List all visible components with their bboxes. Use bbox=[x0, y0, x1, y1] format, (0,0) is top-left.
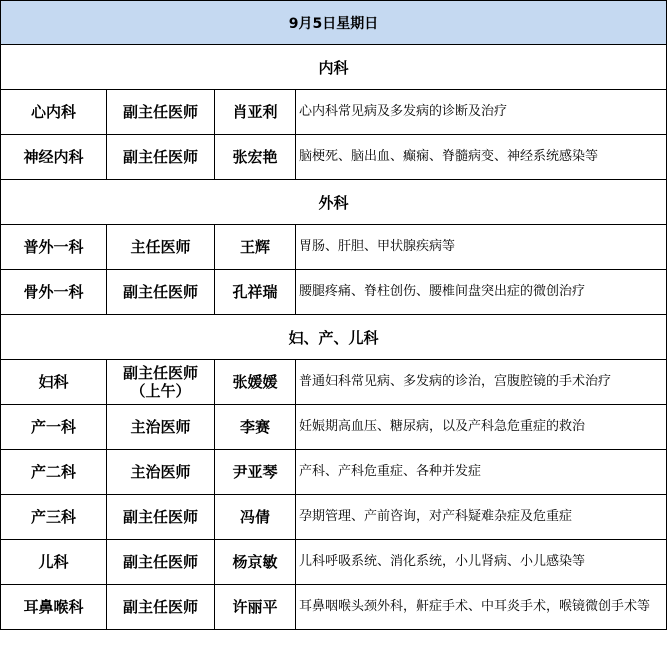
doctor-name-cell: 王辉 bbox=[215, 225, 296, 270]
doctor-row bbox=[1, 90, 667, 135]
specialty-cell: 儿科呼吸系统、消化系统，小儿肾病、小儿感染等 bbox=[296, 540, 667, 585]
rank-cell bbox=[107, 90, 215, 135]
doctor-name-cell: 张宏艳 bbox=[215, 135, 296, 180]
section-header-row bbox=[1, 45, 667, 90]
specialty-cell: 普通妇科常见病、多发病的诊治，宫腹腔镜的手术治疗 bbox=[296, 360, 667, 405]
rank-label: 主治医师 bbox=[130, 463, 191, 481]
specialty-cell: 产科、产科危重症、各种并发症 bbox=[296, 450, 667, 495]
rank-cell bbox=[107, 270, 215, 315]
rank-cell bbox=[107, 225, 215, 270]
rank-cell bbox=[107, 585, 215, 630]
department-cell: 骨外一科 bbox=[1, 270, 107, 315]
rank-cell bbox=[107, 405, 215, 450]
doctor-row bbox=[1, 585, 667, 630]
doctor-name-cell: 肖亚利 bbox=[215, 90, 296, 135]
rank-label: 主治医师 bbox=[130, 418, 191, 436]
title-row bbox=[1, 1, 667, 45]
page-title: 9月5日星期日 bbox=[1, 1, 667, 45]
doctor-name-cell: 许丽平 bbox=[215, 585, 296, 630]
specialty-cell: 胃肠、肝胆、甲状腺疾病等 bbox=[296, 225, 667, 270]
department-cell: 产三科 bbox=[1, 495, 107, 540]
rank-label: 副主任医师 bbox=[122, 553, 198, 571]
doctor-name-cell: 张媛媛 bbox=[215, 360, 296, 405]
doctor-row bbox=[1, 270, 667, 315]
doctor-name-cell: 孔祥瑞 bbox=[215, 270, 296, 315]
rank-label: 副主任医师 bbox=[122, 364, 198, 382]
doctor-row bbox=[1, 450, 667, 495]
department-cell: 产二科 bbox=[1, 450, 107, 495]
doctor-name-cell: 杨京敏 bbox=[215, 540, 296, 585]
specialty-cell: 腰腿疼痛、脊柱创伤、腰椎间盘突出症的微创治疗 bbox=[296, 270, 667, 315]
department-cell: 普外一科 bbox=[1, 225, 107, 270]
rank-cell bbox=[107, 495, 215, 540]
doctor-name-cell: 李赛 bbox=[215, 405, 296, 450]
department-cell: 耳鼻喉科 bbox=[1, 585, 107, 630]
doctor-row bbox=[1, 405, 667, 450]
section-header-row bbox=[1, 315, 667, 360]
department-cell: 神经内科 bbox=[1, 135, 107, 180]
rank-label: 副主任医师 bbox=[122, 103, 198, 121]
specialty-cell: 耳鼻咽喉头颈外科，鼾症手术、中耳炎手术，喉镜微创手术等 bbox=[296, 585, 667, 630]
doctor-name-cell: 冯倩 bbox=[215, 495, 296, 540]
rank-cell bbox=[107, 135, 215, 180]
department-cell: 产一科 bbox=[1, 405, 107, 450]
department-cell: 妇科 bbox=[1, 360, 107, 405]
doctor-row bbox=[1, 540, 667, 585]
specialty-cell: 孕期管理、产前咨询，对产科疑难杂症及危重症 bbox=[296, 495, 667, 540]
doctor-name-cell: 尹亚琴 bbox=[215, 450, 296, 495]
rank-label: 副主任医师 bbox=[122, 148, 198, 166]
rank-label: 主任医师 bbox=[130, 238, 191, 256]
section-header-row bbox=[1, 180, 667, 225]
doctor-row bbox=[1, 495, 667, 540]
rank-label: 副主任医师 bbox=[122, 283, 198, 301]
doctor-row bbox=[1, 135, 667, 180]
section-title: 妇、产、儿科 bbox=[1, 315, 667, 360]
doctor-row bbox=[1, 225, 667, 270]
doctor-row bbox=[1, 360, 667, 405]
department-cell: 心内科 bbox=[1, 90, 107, 135]
rank-label: 副主任医师 bbox=[122, 508, 198, 526]
rank-label: 副主任医师 bbox=[122, 598, 198, 616]
specialty-cell: 心内科常见病及多发病的诊断及治疗 bbox=[296, 90, 667, 135]
specialty-cell: 妊娠期高血压、糖尿病，以及产科急危重症的救治 bbox=[296, 405, 667, 450]
section-title: 外科 bbox=[1, 180, 667, 225]
section-title: 内科 bbox=[1, 45, 667, 90]
rank-cell bbox=[107, 450, 215, 495]
rank-note: （上午） bbox=[130, 382, 191, 400]
department-cell: 儿科 bbox=[1, 540, 107, 585]
rank-cell bbox=[107, 540, 215, 585]
specialty-cell: 脑梗死、脑出血、癫痫、脊髓病变、神经系统感染等 bbox=[296, 135, 667, 180]
rank-cell bbox=[107, 360, 215, 405]
schedule-body bbox=[1, 1, 667, 630]
